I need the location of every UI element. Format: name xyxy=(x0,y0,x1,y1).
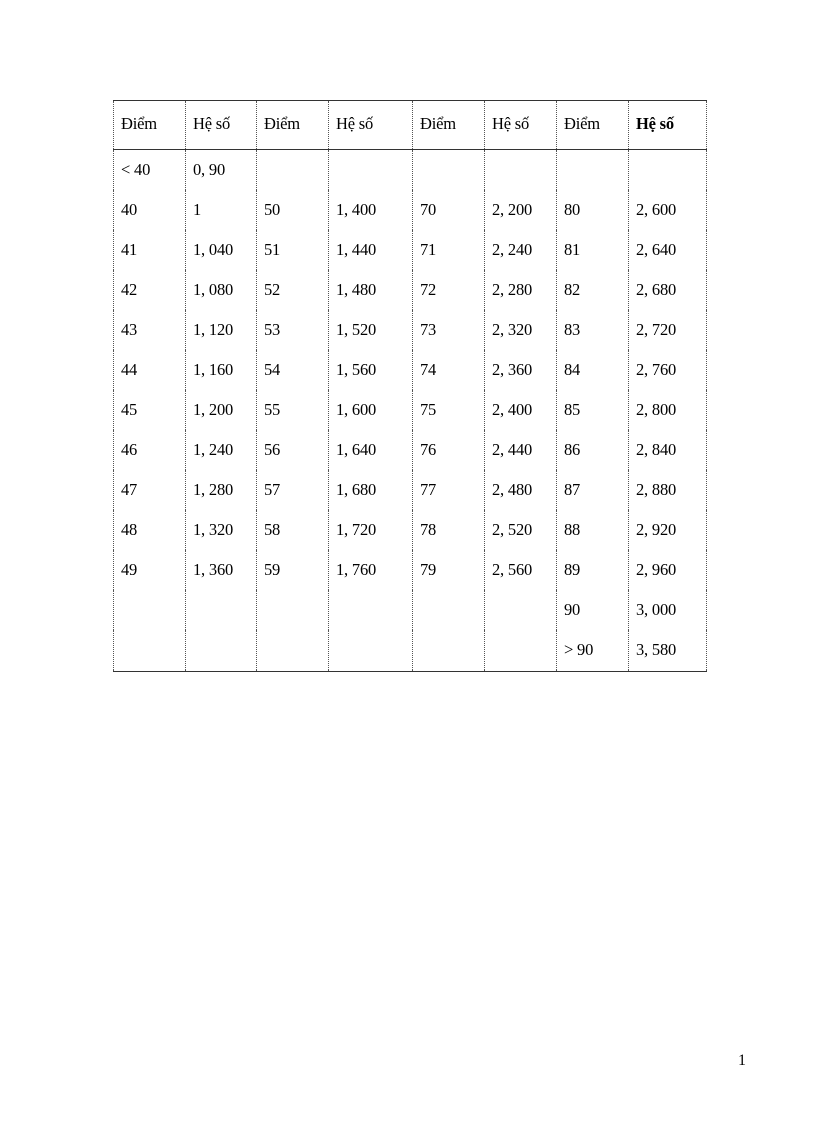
table-row xyxy=(114,550,707,590)
coefficient-cell: 2, 360 xyxy=(485,350,557,390)
score-cell: 78 xyxy=(413,510,485,550)
score-cell: 45 xyxy=(114,390,186,430)
coefficient-cell: 1, 400 xyxy=(329,190,413,230)
coefficient-cell: 1, 440 xyxy=(329,230,413,270)
table-row xyxy=(114,230,707,270)
coefficient-cell: 2, 960 xyxy=(629,550,707,590)
score-cell: 79 xyxy=(413,550,485,590)
score-cell: 90 xyxy=(557,590,629,630)
table-row xyxy=(114,470,707,510)
header-cell-coefficient: Hệ số xyxy=(329,101,413,150)
coefficient-cell xyxy=(186,630,257,670)
score-cell: 74 xyxy=(413,350,485,390)
spacer-cell xyxy=(114,670,186,672)
score-cell: 49 xyxy=(114,550,186,590)
score-cell xyxy=(257,630,329,670)
score-cell: 44 xyxy=(114,350,186,390)
score-cell: 42 xyxy=(114,270,186,310)
score-cell: > 90 xyxy=(557,630,629,670)
score-cell: < 40 xyxy=(114,150,186,191)
coefficient-cell: 2, 640 xyxy=(629,230,707,270)
table-row xyxy=(114,630,707,670)
coefficient-cell: 2, 480 xyxy=(485,470,557,510)
coefficient-cell xyxy=(329,590,413,630)
header-cell-coefficient: Hệ số xyxy=(186,101,257,150)
score-cell: 85 xyxy=(557,390,629,430)
score-cell: 73 xyxy=(413,310,485,350)
table-row xyxy=(114,510,707,550)
score-cell xyxy=(114,630,186,670)
coefficient-cell: 2, 200 xyxy=(485,190,557,230)
page-number: 1 xyxy=(738,1052,746,1069)
table-row xyxy=(114,590,707,630)
coefficient-cell: 1, 040 xyxy=(186,230,257,270)
header-cell-coefficient: Hệ số xyxy=(485,101,557,150)
header-cell-score: Điểm xyxy=(413,101,485,150)
coefficient-cell: 2, 920 xyxy=(629,510,707,550)
score-cell: 77 xyxy=(413,470,485,510)
coefficient-cell: 2, 800 xyxy=(629,390,707,430)
coefficient-cell: 2, 240 xyxy=(485,230,557,270)
spacer-cell xyxy=(257,670,329,672)
score-cell: 41 xyxy=(114,230,186,270)
spacer-cell xyxy=(329,670,413,672)
spacer-cell xyxy=(557,670,629,672)
coefficient-cell: 1, 200 xyxy=(186,390,257,430)
score-cell xyxy=(114,590,186,630)
table-bottom-spacer xyxy=(114,670,707,672)
table-row xyxy=(114,190,707,230)
spacer-cell xyxy=(485,670,557,672)
coefficient-cell xyxy=(485,590,557,630)
score-cell: 83 xyxy=(557,310,629,350)
coefficient-cell: 2, 720 xyxy=(629,310,707,350)
coefficient-cell xyxy=(329,150,413,191)
score-cell: 47 xyxy=(114,470,186,510)
header-cell-score: Điểm xyxy=(557,101,629,150)
score-cell: 43 xyxy=(114,310,186,350)
spacer-cell xyxy=(186,670,257,672)
score-cell: 81 xyxy=(557,230,629,270)
table-row xyxy=(114,430,707,470)
coefficient-cell: 2, 280 xyxy=(485,270,557,310)
coefficient-cell: 1, 600 xyxy=(329,390,413,430)
coefficient-cell xyxy=(186,590,257,630)
table-row xyxy=(114,150,707,191)
score-cell xyxy=(413,630,485,670)
coefficient-cell: 2, 840 xyxy=(629,430,707,470)
score-cell: 86 xyxy=(557,430,629,470)
coefficient-cell: 1, 560 xyxy=(329,350,413,390)
score-cell: 58 xyxy=(257,510,329,550)
score-cell: 87 xyxy=(557,470,629,510)
header-cell-score: Điểm xyxy=(114,101,186,150)
score-cell xyxy=(557,150,629,191)
score-cell: 59 xyxy=(257,550,329,590)
score-cell: 48 xyxy=(114,510,186,550)
score-cell: 70 xyxy=(413,190,485,230)
table-body xyxy=(114,150,707,672)
coefficient-cell: 2, 520 xyxy=(485,510,557,550)
score-cell xyxy=(413,590,485,630)
score-cell xyxy=(257,150,329,191)
coefficient-cell: 1, 320 xyxy=(186,510,257,550)
coefficient-cell xyxy=(485,630,557,670)
table-header-row xyxy=(114,101,707,150)
coefficient-cell: 2, 760 xyxy=(629,350,707,390)
score-cell: 71 xyxy=(413,230,485,270)
score-cell: 50 xyxy=(257,190,329,230)
coefficient-cell xyxy=(629,150,707,191)
coefficient-cell: 3, 580 xyxy=(629,630,707,670)
coefficient-cell: 1, 720 xyxy=(329,510,413,550)
score-cell: 72 xyxy=(413,270,485,310)
score-cell: 75 xyxy=(413,390,485,430)
score-cell: 89 xyxy=(557,550,629,590)
table-row xyxy=(114,350,707,390)
coefficient-cell: 2, 680 xyxy=(629,270,707,310)
coefficient-cell: 1, 160 xyxy=(186,350,257,390)
score-cell: 57 xyxy=(257,470,329,510)
spacer-cell xyxy=(629,670,707,672)
coefficient-cell: 1, 280 xyxy=(186,470,257,510)
table-row xyxy=(114,270,707,310)
table-row xyxy=(114,390,707,430)
header-cell-score: Điểm xyxy=(257,101,329,150)
score-cell: 52 xyxy=(257,270,329,310)
coefficient-cell: 1, 760 xyxy=(329,550,413,590)
coefficient-cell: 3, 000 xyxy=(629,590,707,630)
coefficient-cell: 1, 360 xyxy=(186,550,257,590)
score-cell: 56 xyxy=(257,430,329,470)
score-cell xyxy=(413,150,485,191)
score-cell: 82 xyxy=(557,270,629,310)
score-cell: 84 xyxy=(557,350,629,390)
coefficient-cell: 2, 880 xyxy=(629,470,707,510)
header-cell-coefficient: Hệ số xyxy=(629,101,707,150)
score-coefficient-table xyxy=(113,100,707,672)
coefficient-cell: 1, 640 xyxy=(329,430,413,470)
coefficient-cell: 1, 680 xyxy=(329,470,413,510)
coefficient-cell: 1, 080 xyxy=(186,270,257,310)
score-cell: 53 xyxy=(257,310,329,350)
score-cell: 80 xyxy=(557,190,629,230)
coefficient-cell: 2, 600 xyxy=(629,190,707,230)
score-cell: 40 xyxy=(114,190,186,230)
coefficient-cell: 0, 90 xyxy=(186,150,257,191)
table-row xyxy=(114,310,707,350)
coefficient-cell: 1 xyxy=(186,190,257,230)
coefficient-cell xyxy=(329,630,413,670)
score-cell: 88 xyxy=(557,510,629,550)
coefficient-cell: 1, 480 xyxy=(329,270,413,310)
spacer-cell xyxy=(413,670,485,672)
coefficient-cell: 2, 400 xyxy=(485,390,557,430)
score-cell: 76 xyxy=(413,430,485,470)
score-cell xyxy=(257,590,329,630)
coefficient-cell: 1, 520 xyxy=(329,310,413,350)
coefficient-cell: 2, 560 xyxy=(485,550,557,590)
coefficient-cell xyxy=(485,150,557,191)
score-cell: 51 xyxy=(257,230,329,270)
score-cell: 54 xyxy=(257,350,329,390)
coefficient-cell: 1, 120 xyxy=(186,310,257,350)
coefficient-cell: 2, 440 xyxy=(485,430,557,470)
score-cell: 46 xyxy=(114,430,186,470)
score-cell: 55 xyxy=(257,390,329,430)
coefficient-cell: 1, 240 xyxy=(186,430,257,470)
coefficient-cell: 2, 320 xyxy=(485,310,557,350)
